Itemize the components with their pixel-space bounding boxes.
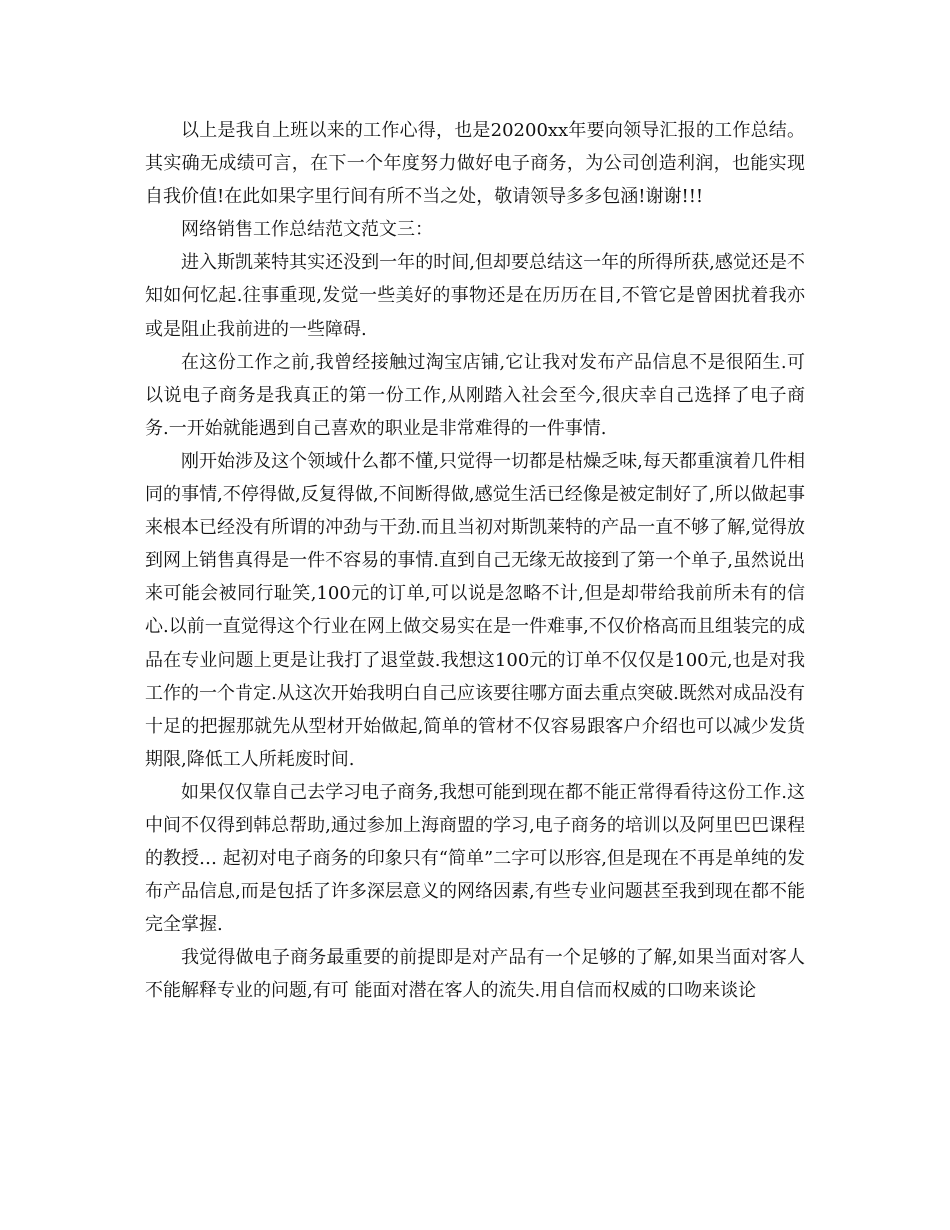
paragraph-first-order: 刚开始涉及这个领域什么都不懂,只觉得一切都是枯燥乏味,每天都重演着几件相同的事情,不停得做,反复得做,不间断得做,感觉生活已经像是被定制好了,所以做起事来根本已经没有所谓的冲劲与干劲.而且当初对斯凯莱特的产品一直不够了解,觉得放到网上销售真得是一件不容易的事情.直到自己无缘无故接到了第一个单子,虽然说出来可能会被同行耻笑,100元的订单,可以说是忽略不计,但是却带给我前所未有的信心.以前一直觉得这个行业在网上做交易实在是一件难事,不仅价格高而且组装完的成品在专业问题上更是让我打了退堂鼓.我想这100元的订单不仅仅是100元,也是对我工作的一个肯定.从这次开始我明白自己应该要往哪方面去重点突破.既然对成品没有十足的把握那就先从型材开始做起,简单的管材不仅容易跟客户介绍也可以减少发货期限,降低工人所耗废时间. [145, 450, 805, 770]
paragraph-product-knowledge: 我觉得做电子商务最重要的前提即是对产品有一个足够的了解,如果当面对客人不能解释专业的问题,有可 能面对潜在客人的流失.用自信而权威的口吻来谈论 [145, 947, 805, 1002]
paragraph-closing-summary: 以上是我自上班以来的工作心得，也是20200xx年要向领导汇报的工作总结。其实确无成绩可言，在下一个年度努力做好电子商务，为公司创造利润，也能实现自我价值!在此如果字里行间有所不当之处，敬请领导多多包涵!谢谢!!! [145, 120, 805, 208]
paragraph-learning: 如果仅仅靠自己去学习电子商务,我想可能到现在都不能正常得看待这份工作.这中间不仅得到韩总帮助,通过参加上海商盟的学习,电子商务的培训以及阿里巴巴课程的教授… 起初对电子商务的印象只有“简单”二字可以形容,但是现在不再是单纯的发布产品信息,而是包括了许多深层意义的网络因素,有些专业问题甚至我到现在都不能完全掌握. [145, 781, 805, 936]
paragraph-prior-experience: 在这份工作之前,我曾经接触过淘宝店铺,它让我对发布产品信息不是很陌生.可以说电子商务是我真正的第一份工作,从刚踏入社会至今,很庆幸自己选择了电子商务.一开始就能遇到自己喜欢的职业是非常难得的一件事情. [145, 351, 805, 439]
paragraph-intro: 进入斯凯莱特其实还没到一年的时间,但却要总结这一年的所得所获,感觉还是不知如何忆起.往事重现,发觉一些美好的事物还是在历历在目,不管它是曾困扰着我亦或是阻止我前进的一些障碍. [145, 252, 805, 340]
section-heading-sample-three: 网络销售工作总结范文范文三： [181, 219, 433, 241]
document-page [145, 114, 805, 1008]
